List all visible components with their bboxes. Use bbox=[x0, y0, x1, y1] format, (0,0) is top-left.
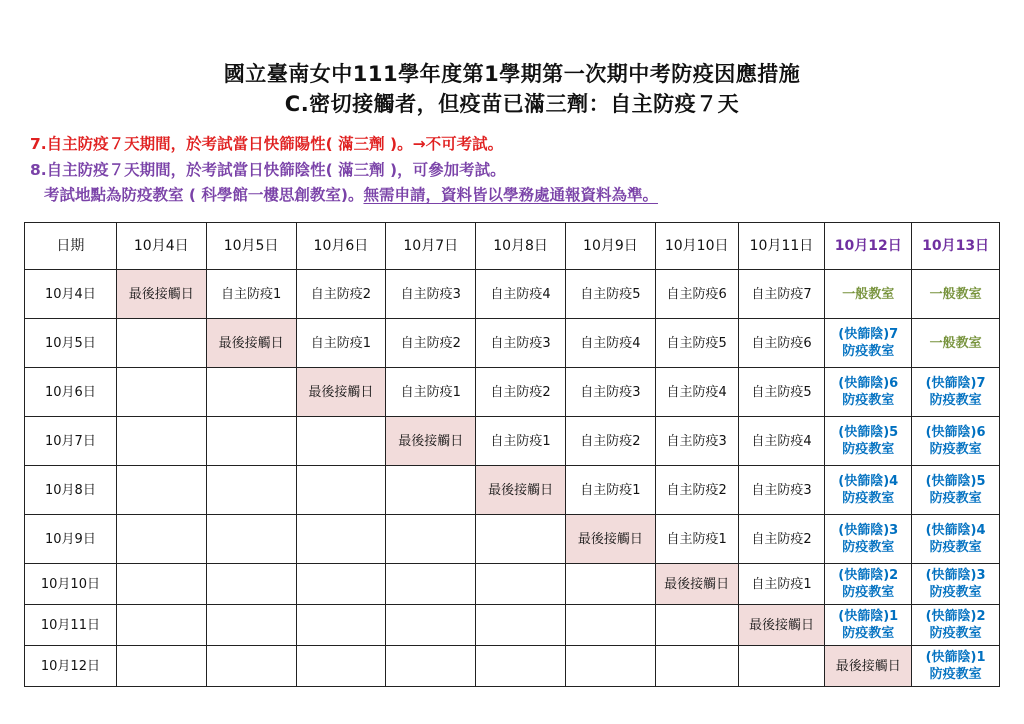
schedule-cell bbox=[825, 564, 912, 605]
cell-text-line: 防疫教室 bbox=[929, 540, 982, 555]
schedule-cell: 自主防疫5 bbox=[738, 368, 825, 417]
cell-text-line: (快篩陰)4 bbox=[925, 523, 986, 538]
schedule-cell bbox=[476, 605, 566, 646]
column-header-cell: 10月7日 bbox=[386, 223, 476, 270]
schedule-cell bbox=[825, 515, 912, 564]
schedule-cell bbox=[206, 605, 296, 646]
schedule-cell bbox=[296, 466, 386, 515]
schedule-cell bbox=[296, 646, 386, 687]
row-header-cell: 10月12日 bbox=[25, 646, 117, 687]
schedule-cell bbox=[738, 646, 825, 687]
schedule-cell: 自主防疫2 bbox=[738, 515, 825, 564]
schedule-cell bbox=[296, 417, 386, 466]
corner-header-cell: 日期 bbox=[25, 223, 117, 270]
schedule-cell bbox=[386, 605, 476, 646]
schedule-cell: 最後接觸日 bbox=[386, 417, 476, 466]
schedule-cell: 一般教室 bbox=[825, 270, 912, 319]
row-header-cell: 10月10日 bbox=[25, 564, 117, 605]
schedule-cell: 自主防疫1 bbox=[476, 417, 566, 466]
schedule-cell bbox=[116, 564, 206, 605]
schedule-cell bbox=[912, 646, 1000, 687]
schedule-cell bbox=[912, 417, 1000, 466]
schedule-cell bbox=[206, 646, 296, 687]
schedule-cell bbox=[386, 564, 476, 605]
cell-text-line: 防疫教室 bbox=[929, 667, 982, 682]
schedule-cell: 自主防疫3 bbox=[386, 270, 476, 319]
table-row bbox=[25, 564, 1000, 605]
schedule-cell bbox=[912, 466, 1000, 515]
schedule-cell: 自主防疫2 bbox=[296, 270, 386, 319]
schedule-cell: 最後接觸日 bbox=[206, 319, 296, 368]
exam-location-text: 考試地點為防疫教室 ( 科學館一樓思創教室)。 bbox=[44, 186, 364, 204]
schedule-cell bbox=[386, 515, 476, 564]
schedule-cell bbox=[116, 319, 206, 368]
schedule-cell bbox=[825, 605, 912, 646]
schedule-cell bbox=[565, 646, 655, 687]
cell-text-line: (快篩陰)3 bbox=[838, 523, 899, 538]
column-header-cell: 10月5日 bbox=[206, 223, 296, 270]
schedule-cell bbox=[825, 319, 912, 368]
schedule-cell bbox=[476, 564, 566, 605]
schedule-cell: 自主防疫7 bbox=[738, 270, 825, 319]
cell-text-line: (快篩陰)6 bbox=[838, 376, 899, 391]
table-header-row bbox=[25, 223, 1000, 270]
cell-text-line: 防疫教室 bbox=[929, 626, 982, 641]
note-positive-test: 7.自主防疫７天期間，於考試當日快篩陽性( 滿三劑 )。→不可考試。 bbox=[30, 135, 504, 153]
cell-text-line: (快篩陰)7 bbox=[925, 376, 986, 391]
schedule-cell: 自主防疫4 bbox=[738, 417, 825, 466]
schedule-cell: 自主防疫6 bbox=[738, 319, 825, 368]
schedule-cell bbox=[476, 515, 566, 564]
column-header-cell: 10月12日 bbox=[825, 223, 912, 270]
schedule-cell: 一般教室 bbox=[912, 270, 1000, 319]
schedule-cell bbox=[116, 466, 206, 515]
cell-text-line: (快篩陰)5 bbox=[925, 474, 986, 489]
schedule-cell: 自主防疫3 bbox=[476, 319, 566, 368]
schedule-cell: 自主防疫1 bbox=[738, 564, 825, 605]
cell-text-line: (快篩陰)2 bbox=[838, 568, 899, 583]
column-header-cell: 10月9日 bbox=[565, 223, 655, 270]
schedule-cell: 自主防疫5 bbox=[655, 319, 738, 368]
schedule-cell bbox=[116, 417, 206, 466]
schedule-cell bbox=[116, 646, 206, 687]
table-row bbox=[25, 466, 1000, 515]
table-row bbox=[25, 319, 1000, 368]
schedule-cell: 自主防疫2 bbox=[655, 466, 738, 515]
schedule-cell: 自主防疫1 bbox=[206, 270, 296, 319]
column-header-cell: 10月8日 bbox=[476, 223, 566, 270]
schedule-cell bbox=[296, 605, 386, 646]
note-negative-test: 8.自主防疫７天期間，於考試當日快篩陰性( 滿三劑 )，可參加考試。 bbox=[30, 161, 506, 179]
cell-text-line: (快篩陰)1 bbox=[838, 609, 899, 624]
schedule-cell: 自主防疫1 bbox=[386, 368, 476, 417]
schedule-cell bbox=[296, 564, 386, 605]
schedule-cell bbox=[206, 515, 296, 564]
no-application-notice: 無需申請，資料皆以學務處通報資料為準。 bbox=[363, 186, 658, 204]
table-row bbox=[25, 270, 1000, 319]
schedule-cell: 自主防疫3 bbox=[565, 368, 655, 417]
schedule-cell bbox=[476, 646, 566, 687]
schedule-cell: 自主防疫3 bbox=[655, 417, 738, 466]
schedule-cell: 自主防疫1 bbox=[565, 466, 655, 515]
schedule-cell: 自主防疫4 bbox=[565, 319, 655, 368]
column-header-cell: 10月13日 bbox=[912, 223, 1000, 270]
quarantine-schedule-table bbox=[24, 222, 1000, 687]
row-header-cell: 10月11日 bbox=[25, 605, 117, 646]
cell-text-line: (快篩陰)2 bbox=[925, 609, 986, 624]
schedule-cell: 自主防疫5 bbox=[565, 270, 655, 319]
schedule-cell: 自主防疫6 bbox=[655, 270, 738, 319]
schedule-cell bbox=[912, 564, 1000, 605]
schedule-cell bbox=[206, 466, 296, 515]
schedule-cell bbox=[825, 417, 912, 466]
schedule-cell: 自主防疫2 bbox=[565, 417, 655, 466]
cell-text-line: 防疫教室 bbox=[842, 585, 895, 600]
document-subtitle: C.密切接觸者，但疫苗已滿三劑：自主防疫７天 bbox=[284, 92, 740, 116]
table-row bbox=[25, 515, 1000, 564]
schedule-cell bbox=[825, 368, 912, 417]
schedule-cell bbox=[386, 466, 476, 515]
cell-text-line: (快篩陰)1 bbox=[925, 650, 986, 665]
row-header-cell: 10月5日 bbox=[25, 319, 117, 368]
table-row bbox=[25, 646, 1000, 687]
table-row bbox=[25, 417, 1000, 466]
schedule-cell bbox=[116, 368, 206, 417]
cell-text-line: (快篩陰)7 bbox=[838, 327, 899, 342]
schedule-cell bbox=[655, 646, 738, 687]
cell-text-line: (快篩陰)3 bbox=[925, 568, 986, 583]
cell-text-line: 防疫教室 bbox=[842, 540, 895, 555]
cell-text-line: 防疫教室 bbox=[929, 491, 982, 506]
schedule-cell bbox=[116, 515, 206, 564]
schedule-cell bbox=[565, 564, 655, 605]
row-header-cell: 10月7日 bbox=[25, 417, 117, 466]
column-header-cell: 10月6日 bbox=[296, 223, 386, 270]
schedule-cell: 自主防疫4 bbox=[655, 368, 738, 417]
schedule-cell: 最後接觸日 bbox=[738, 605, 825, 646]
cell-text-line: 防疫教室 bbox=[929, 442, 982, 457]
row-header-cell: 10月9日 bbox=[25, 515, 117, 564]
schedule-cell bbox=[206, 417, 296, 466]
cell-text-line: 防疫教室 bbox=[842, 491, 895, 506]
schedule-cell: 自主防疫3 bbox=[738, 466, 825, 515]
cell-text-line: (快篩陰)4 bbox=[838, 474, 899, 489]
table-row bbox=[25, 605, 1000, 646]
cell-text-line: 防疫教室 bbox=[842, 344, 895, 359]
schedule-cell: 最後接觸日 bbox=[565, 515, 655, 564]
schedule-cell bbox=[825, 466, 912, 515]
cell-text-line: 防疫教室 bbox=[929, 585, 982, 600]
schedule-cell bbox=[912, 605, 1000, 646]
schedule-cell: 自主防疫1 bbox=[296, 319, 386, 368]
schedule-cell bbox=[116, 605, 206, 646]
schedule-cell: 最後接觸日 bbox=[296, 368, 386, 417]
schedule-cell bbox=[912, 368, 1000, 417]
schedule-cell bbox=[386, 646, 476, 687]
cell-text-line: 防疫教室 bbox=[842, 442, 895, 457]
schedule-cell: 一般教室 bbox=[912, 319, 1000, 368]
schedule-cell bbox=[206, 368, 296, 417]
row-header-cell: 10月8日 bbox=[25, 466, 117, 515]
column-header-cell: 10月10日 bbox=[655, 223, 738, 270]
schedule-cell: 最後接觸日 bbox=[476, 466, 566, 515]
note-exam-location bbox=[44, 183, 658, 205]
schedule-cell: 最後接觸日 bbox=[116, 270, 206, 319]
column-header-cell: 10月11日 bbox=[738, 223, 825, 270]
cell-text-line: 防疫教室 bbox=[842, 393, 895, 408]
schedule-cell: 自主防疫2 bbox=[476, 368, 566, 417]
table-row bbox=[25, 368, 1000, 417]
schedule-cell bbox=[655, 605, 738, 646]
cell-text-line: 防疫教室 bbox=[929, 393, 982, 408]
schedule-cell: 最後接觸日 bbox=[825, 646, 912, 687]
schedule-cell bbox=[296, 515, 386, 564]
row-header-cell: 10月4日 bbox=[25, 270, 117, 319]
row-header-cell: 10月6日 bbox=[25, 368, 117, 417]
cell-text-line: (快篩陰)5 bbox=[838, 425, 899, 440]
document-title: 國立臺南女中111學年度第1學期第一次期中考防疫因應措施 bbox=[223, 62, 801, 86]
schedule-cell bbox=[565, 605, 655, 646]
schedule-cell: 自主防疫2 bbox=[386, 319, 476, 368]
cell-text-line: 防疫教室 bbox=[842, 626, 895, 641]
schedule-cell: 最後接觸日 bbox=[655, 564, 738, 605]
schedule-cell bbox=[206, 564, 296, 605]
cell-text-line: (快篩陰)6 bbox=[925, 425, 986, 440]
column-header-cell: 10月4日 bbox=[116, 223, 206, 270]
schedule-cell: 自主防疫4 bbox=[476, 270, 566, 319]
schedule-cell bbox=[912, 515, 1000, 564]
schedule-cell: 自主防疫1 bbox=[655, 515, 738, 564]
